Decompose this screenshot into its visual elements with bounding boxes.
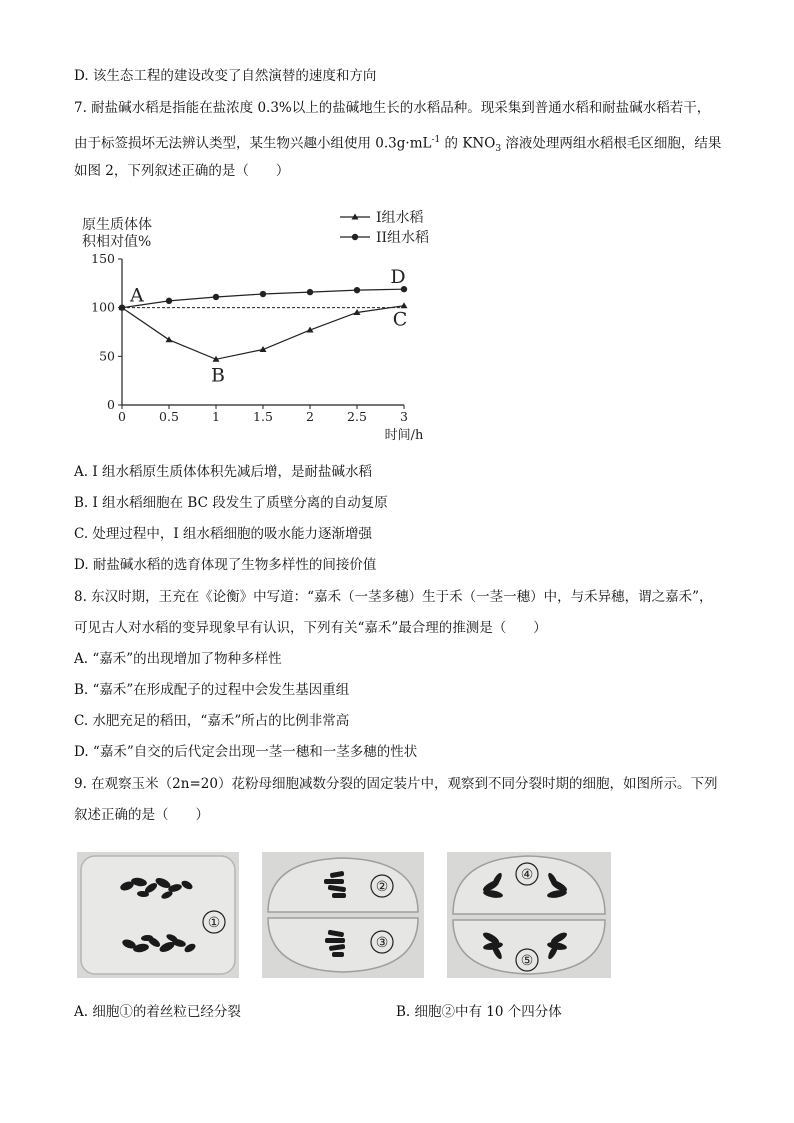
q7-stem-line3: 如图 2，下列叙述正确的是（ ） bbox=[74, 163, 290, 179]
x-tick-label: 2 bbox=[306, 409, 314, 424]
y-axis-label-line2: 积相对值% bbox=[82, 234, 152, 250]
q9-stem-line2: 叙述正确的是（ ） bbox=[74, 807, 209, 823]
series-2-point bbox=[307, 289, 313, 295]
x-axis-label: 时间/h bbox=[384, 428, 424, 443]
protoplast-volume-chart bbox=[60, 205, 460, 455]
cell-image-3 bbox=[447, 852, 611, 978]
q7-option-a: A. I 组水稻原生质体体积先减后增，是耐盐碱水稻 bbox=[74, 464, 372, 480]
series-2-point bbox=[260, 291, 266, 297]
legend-label-1: I组水稻 bbox=[376, 210, 424, 226]
cell-label-5: ⑤ bbox=[520, 953, 534, 969]
x-tick-label: 1.5 bbox=[253, 409, 273, 424]
q9-option-a: A. 细胞①的着丝粒已经分裂 bbox=[74, 1004, 241, 1020]
legend-label-2: II组水稻 bbox=[376, 230, 430, 246]
cell-image-2 bbox=[262, 852, 424, 978]
point-label-d: D bbox=[390, 266, 406, 289]
q7-option-c: C. 处理过程中，I 组水稻细胞的吸水能力逐渐增强 bbox=[74, 526, 373, 542]
y-axis-label-line1: 原生质体体 bbox=[82, 217, 152, 233]
q8-stem-line2: 可见古人对水稻的变异现象早有认识，下列有关“嘉禾”最合理的推测是（ ） bbox=[74, 620, 547, 636]
x-tick-label: 2.5 bbox=[347, 409, 367, 424]
cell-label-2: ② bbox=[375, 879, 389, 895]
q7-stem-line1: 7. 耐盐碱水稻是指能在盐浓度 0.3%以上的盐碱地生长的水稻品种。现采集到普通水稻和耐盐碱水稻若干， bbox=[74, 100, 711, 116]
legend-marker-circle bbox=[352, 234, 358, 240]
q6-option-d: D. 该生态工程的建设改变了自然演替的速度和方向 bbox=[74, 68, 377, 84]
q8-option-b: B. “嘉禾”在形成配子的过程中会发生基因重组 bbox=[74, 682, 350, 698]
q9-option-b: B. 细胞②中有 10 个四分体 bbox=[396, 1004, 562, 1020]
series-2-point bbox=[354, 287, 360, 293]
q9-stem-line1: 9. 在观察玉米（2n=20）花粉母细胞减数分裂的固定装片中，观察到不同分裂时期的细胞，如图所示。下列 bbox=[74, 776, 718, 792]
cell-label-1: ① bbox=[207, 915, 221, 931]
series-1-point bbox=[166, 336, 173, 342]
y-tick-label: 100 bbox=[91, 299, 115, 315]
point-label-c: C bbox=[392, 308, 408, 331]
cell-image-1 bbox=[77, 852, 239, 978]
cell-label-4: ④ bbox=[520, 867, 534, 883]
series-1-point bbox=[401, 302, 408, 308]
series-2-point bbox=[119, 304, 125, 310]
y-tick-label: 150 bbox=[91, 251, 115, 266]
cell-label-3: ③ bbox=[375, 935, 389, 951]
q8-option-a: A. “嘉禾”的出现增加了物种多样性 bbox=[74, 651, 282, 667]
q8-stem-line1: 8. 东汉时期，王充在《论衡》中写道：“嘉禾（一茎多穗）生于禾（一茎一穗）中，与禾异穗，谓之嘉禾”， bbox=[74, 589, 713, 605]
q8-option-d: D. “嘉禾”自交的后代定会出现一茎一穗和一茎多穗的性状 bbox=[74, 744, 418, 760]
x-tick-label: 0 bbox=[118, 409, 126, 424]
q7-stem-line2: 由于标签损坏无法辨认类型，某生物兴趣小组使用 $0.3g\cdot mL^{-1}$ 的 $KNO_3$ 溶液处理两组水稻根毛区细胞，结果 bbox=[74, 135, 722, 155]
x-tick-label: 0.5 bbox=[159, 409, 179, 424]
y-tick-label: 50 bbox=[99, 348, 115, 364]
y-tick-label: 0 bbox=[107, 397, 115, 412]
point-label-b: B bbox=[211, 364, 225, 387]
q7-option-d: D. 耐盐碱水稻的选育体现了生物多样性的间接价值 bbox=[74, 557, 377, 573]
q8-option-c: C. 水肥充足的稻田，“嘉禾”所占的比例非常高 bbox=[74, 713, 350, 729]
x-tick-label: 1 bbox=[212, 409, 220, 424]
series-2-point bbox=[166, 298, 172, 304]
q7-option-b: B. I 组水稻细胞在 BC 段发生了质壁分离的自动复原 bbox=[74, 495, 388, 511]
series-2-point bbox=[213, 294, 219, 300]
x-tick-label: 3 bbox=[400, 409, 408, 424]
point-label-a: A bbox=[130, 284, 144, 307]
